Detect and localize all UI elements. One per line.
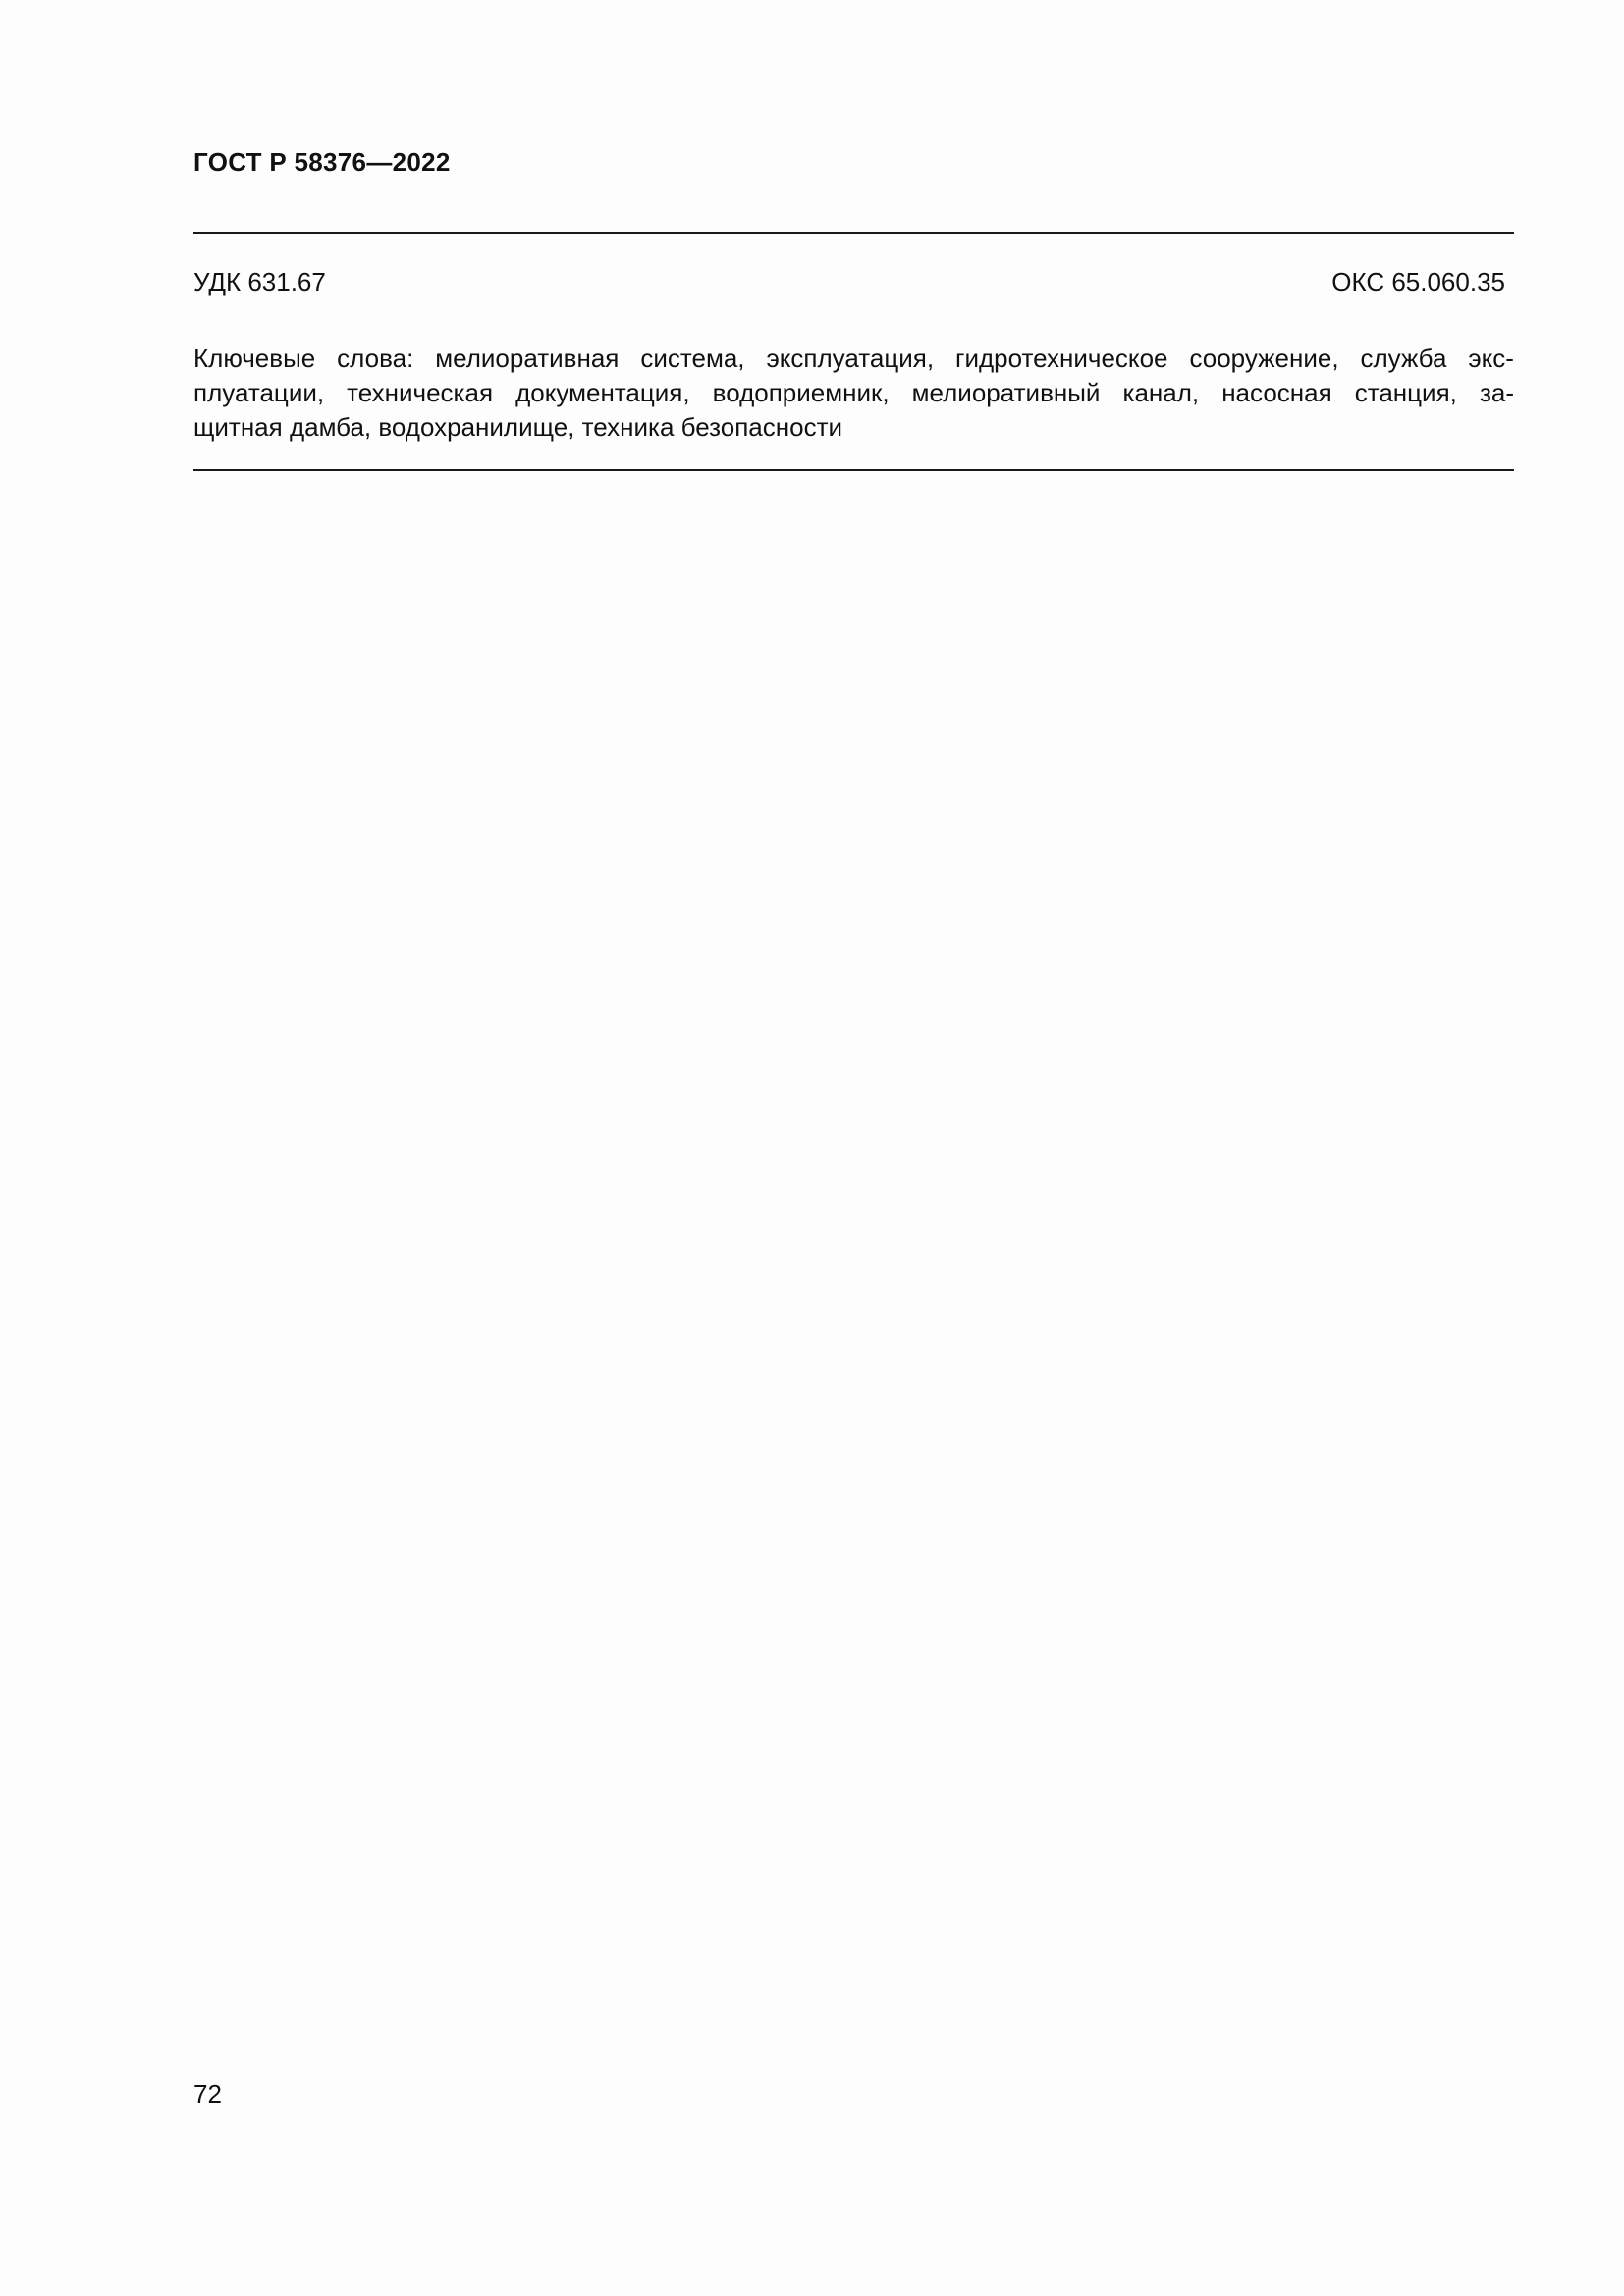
page-number: 72	[193, 2079, 222, 2109]
classification-row	[193, 267, 1505, 300]
udk-code: УДК 631.67	[193, 267, 326, 296]
standard-number-heading: ГОСТ Р 58376—2022	[193, 147, 451, 177]
keywords-line: щитная дамба, водохранилище, техника безопасности	[193, 412, 842, 442]
keywords-line: Ключевые слова: мелиоративная система, эксплуатация, гидротехническое сооружение, служба экс-	[193, 344, 1514, 373]
bottom-divider	[193, 469, 1514, 471]
top-divider	[193, 232, 1514, 234]
keywords-paragraph	[193, 342, 1514, 445]
oks-code: ОКС 65.060.35	[1331, 267, 1505, 296]
keywords-line: плуатации, техническая документация, водоприемник, мелиоративный канал, насосная станция, за-	[193, 378, 1514, 407]
